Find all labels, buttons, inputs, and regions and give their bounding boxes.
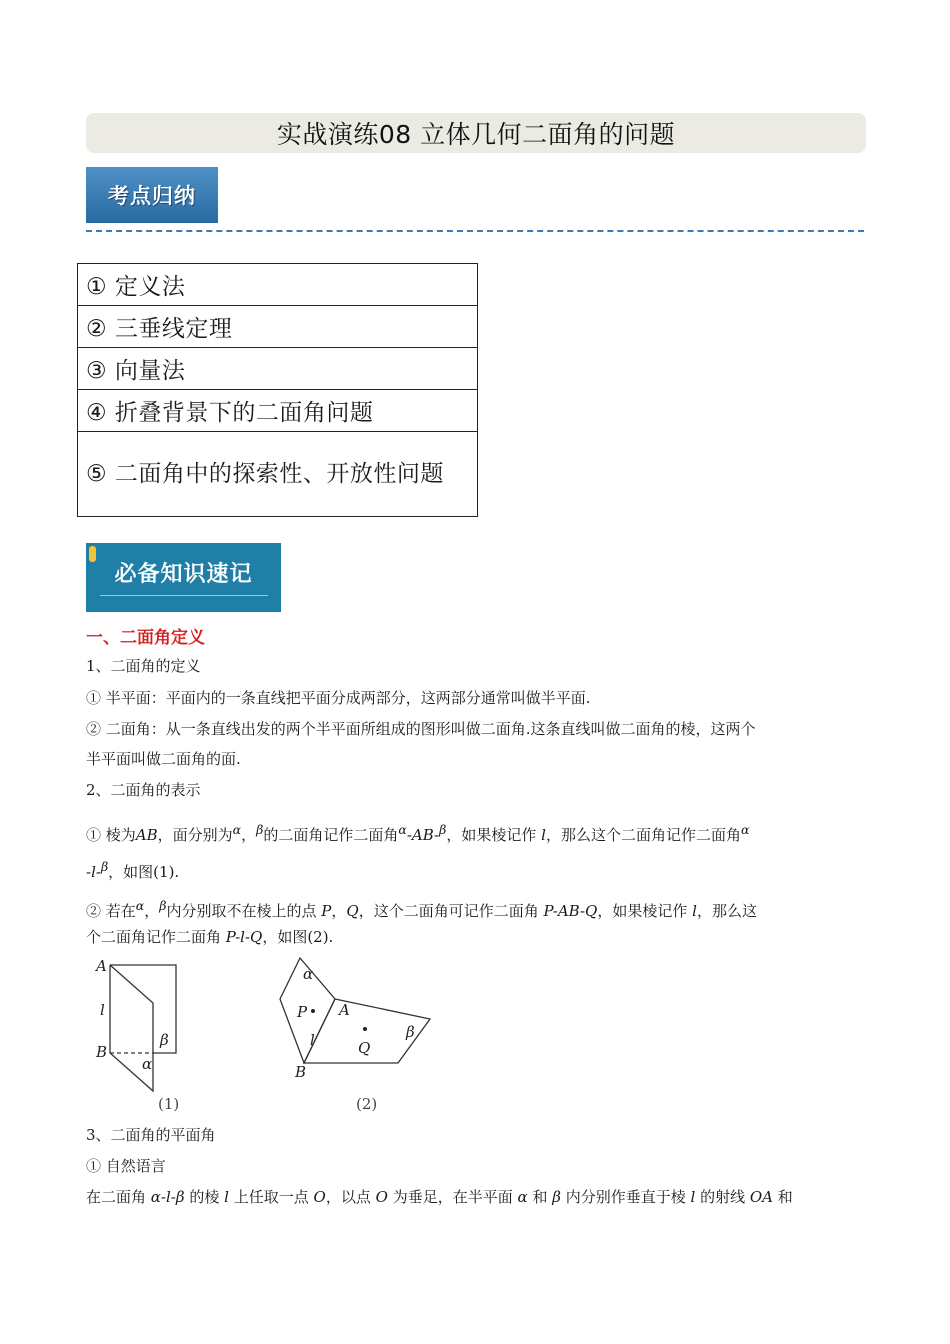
badge-underline <box>100 595 268 596</box>
topic-item: ④ 折叠背景下的二面角问题 <box>78 390 478 432</box>
paragraph: -l-$^\beta$，如图(1). <box>86 859 180 881</box>
bibei-badge <box>86 543 281 612</box>
paragraph: ① 自然语言 <box>86 1157 166 1175</box>
paragraph: ② 二面角：从一条直线出发的两个半平面所组成的图形叫做二面角.这条直线叫做二面角的棱，这两个 <box>86 720 756 738</box>
paragraph: ② 若在$^\alpha$，$^\beta$内分别取不在棱上的点 P，Q，这个二面角可记作二面角 P-AB-Q，如果棱记作 l，那么这 <box>86 898 757 920</box>
topic-item: ② 三垂线定理 <box>78 306 478 348</box>
paragraph: 半平面叫做二面角的面. <box>86 750 241 768</box>
label-B: B <box>96 1043 108 1061</box>
label-l: l <box>310 1031 315 1049</box>
kaodian-badge: 考点归纳 <box>86 167 218 223</box>
paragraph: 2、二面角的表示 <box>86 781 201 799</box>
paragraph: 个二面角记作二面角 P-l-Q，如图(2). <box>86 928 334 946</box>
topic-table <box>77 263 478 517</box>
label-B: B <box>295 1063 307 1081</box>
label-beta: β <box>406 1023 415 1041</box>
label-alpha: α <box>142 1055 153 1073</box>
label-A: A <box>339 1001 350 1019</box>
label-beta: β <box>160 1031 169 1049</box>
label-P: P <box>297 1003 308 1021</box>
dihedral-figures <box>90 953 450 1118</box>
label-alpha: α <box>303 965 314 983</box>
paragraph: ① 半平面：平面内的一条直线把平面分成两部分，这两部分通常叫做半平面. <box>86 689 591 707</box>
label-A: A <box>96 957 107 975</box>
label-Q: Q <box>358 1039 371 1057</box>
paragraph: ① 棱为AB，面分别为$^\alpha$，$^\beta$的二面角记作二面角$^\alpha$-AB-$^\beta$，如果棱记作 l，那么这个二面角记作二面角$^\alpha$ <box>86 822 750 844</box>
paragraph: 3、二面角的平面角 <box>86 1126 216 1144</box>
dashed-divider <box>86 230 864 232</box>
caption-2: (2) <box>356 1095 378 1113</box>
paragraph: 在二面角 α-l-β 的棱 l 上任取一点 O，以点 O 为垂足，在半平面 α 和 β 内分别作垂直于棱 l 的射线 OA 和 <box>86 1188 793 1206</box>
bibei-badge-label: 必备知识速记 <box>114 562 253 587</box>
title-bar <box>86 113 866 153</box>
topic-item: ① 定义法 <box>78 264 478 306</box>
paragraph: 1、二面角的定义 <box>86 657 201 675</box>
caption-1: (1) <box>158 1095 180 1113</box>
label-l: l <box>100 1001 105 1019</box>
figure-1-labels <box>94 957 169 1073</box>
topic-item: ⑤ 二面角中的探索性、开放性问题 <box>78 432 478 517</box>
section-heading: 一、二面角定义 <box>86 628 205 648</box>
page-title: 实战演练08 立体几何二面角的问题 <box>276 120 676 149</box>
topic-item: ③ 向量法 <box>78 348 478 390</box>
